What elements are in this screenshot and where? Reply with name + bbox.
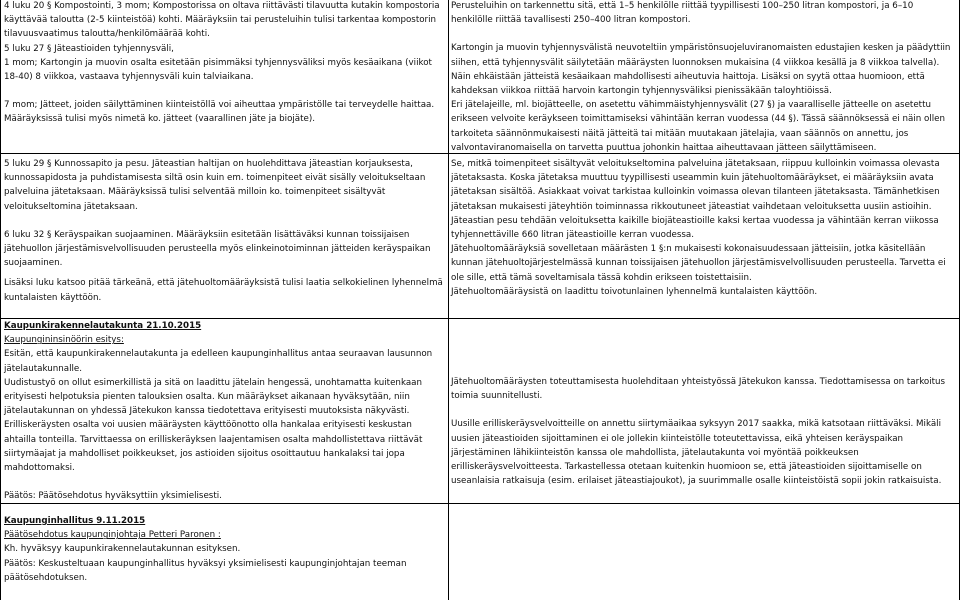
table-border-left xyxy=(0,0,1,600)
row4-subheading: Päätösehdotus kaupunginjohtaja Petteri Paronen : xyxy=(4,530,221,541)
row1-right-text-2: Kartongin ja muovin tyhjennysvälistä neuvoteltiin ympäristönsuojeluviranomaisten edustajien kesken ja päädyttiin siihen, että tyhjennysvälit säilytetään määräysten luonnoksen mukaisina (4 viikkoa kesällä ja 8 viikkoa talvella). Näin ehkäistään jätteistä kesäaikaan mahdollisesti aiheutuvia haittoja. Lisäksi on syytä ottaa huomioon, että kahdeksan viikkoa riittää harvoin kartongin tyhjennysväliksi pienissäkään taloyhtiöissä. xyxy=(451,43,951,97)
row2-right-text-2: Jätehuoltomääräyksiä sovelletaan määrästen 1 §:n mukaisesti kokonaisuudessaan jätteisiin, jotka käsitellään kunnan jätehuoltojärjestelmässä kunnan toissijaisen jätehuollon järjestämisvelvollisuuden perusteella. Tarvetta ei ole sille, että tämä soveltamisala tässä kohdin erikseen toistettaisiin. xyxy=(451,244,946,283)
row2-right-cell xyxy=(451,157,956,299)
row3-right-text-1: Jätehuoltomääräysten toteuttamisesta huolehditaan yhteistyössä Jätekukon kanssa. Tiedottamisessa on tarkoitus toimia suunnitellusti. xyxy=(451,377,946,402)
row3-left-text-3: Erilliskeräysten osalta voi uusien määräysten käyttöönotto olla hankalaa erityisesti keskustan ahtailla tonteilla. Tarvittaessa on erilliskeräyksen laajentamisen osalta mahdollistettava riittävät siirtymäajat ja mahdolliset poikkeukset, jos astioiden sijoitus osoittautuu hankalaksi tai jopa mahdottomaksi. xyxy=(4,420,423,474)
row2-left-text-2: 6 luku 32 § Keräyspaikan suojaaminen. Määräyksiin esitetään lisättäväksi kunnan toissijaisen jätehuollon järjestämisvelvollisuuden perusteella myös elinkeinotoiminnan jätteiden keräyspaikan suojaaminen. xyxy=(4,229,431,269)
row1-right-text-3: Eri jätelajeille, ml. biojätteelle, on asetettu vähimmäistyhjennysvälit (27 §) ja vaaralliselle jätteelle on asetettu erikseen velvoite keräykseen toimittamiseksi vähintään kerran vuodessa (44 §). Tässä säännöksessä ei näin ollen tarkoiteta säännönmukaisesti näitä jätteitä tai mitään muutakaan jätelajia, vaan säännös on annettu, jos valvontaviranomaisella on tarvetta puuttua johonkin haittaa aiheuttavaan jätteen säilyttämiseen. xyxy=(451,100,945,153)
row1-right-cell xyxy=(451,0,956,155)
row4-left-text-1: Kh. hyväksyy kaupunkirakennelautakunnan esityksen. xyxy=(4,544,241,555)
row2-right-text-3: Jätehuoltomääräysistä on laadittu toivotunlainen lyhennelmä kuntalaisten käyttöön. xyxy=(451,286,818,297)
row3-decision: Päätös: Päätösehdotus hyväksyttiin yksimielisesti. xyxy=(4,491,222,502)
row1-left-text-2: 5 luku 27 § Jäteastioiden tyhjennysväli, xyxy=(4,43,174,54)
row3-right-text-2: Uusille erilliskeräysvelvoitteille on annettu siirtymäaikaa syksyyn 2017 saakka, mikä katsotaan riittäväksi. Mikäli uusien jäteastioiden sijoittaminen ei ole jollekin kiinteistölle toteutettavissa, eikä yhteisen keräyspaikan järjestäminen lähikiinteistön kanssa ole mahdollista, jätelautakunta voi myöntää poikkeuksen erilliskeräysvelvoitteesta. Tarkastellessa otetaan kuitenkin huomioon se, että jäteastioiden sijoittamiselle on useanlaisia ratkaisuja (esim. erilaiset jäteastiajoukot), ja suurimmalle osalle kiinteistöistä sopii jokin ratkaisuista. xyxy=(451,419,942,487)
table-column-divider xyxy=(448,0,449,600)
row2-left-cell xyxy=(4,157,444,305)
row4-left-cell xyxy=(4,514,444,585)
row3-left-text-2: Uudistustyö on ollut esimerkillistä ja sitä on laadittu jätelain hengessä, unohtamatta kuitenkaan erityisesti helpotuksia pienten talouksien osalta. Kun määräykset aikanaan hyväksytään, niin jätelautakunnan on yhdessä Jätekukon kanssa tiedotettava erityisesti muutoksista näkyvästi. xyxy=(4,377,422,417)
row2-left-text-3: Lisäksi luku katsoo pitää tärkeänä, että jätehuoltomääräyksistä tulisi laatia selkokielinen lyhennelmä kuntalaisten käyttöön. xyxy=(4,278,443,303)
row3-heading: Kaupunkirakennelautakunta 21.10.2015 xyxy=(4,321,202,331)
row2-right-text-1: Se, mitkä toimenpiteet sisältyvät veloitukseltomina palveluina jätetaksaan, riippuu kulloinkin voimassa olevasta jätetaksasta. Koska jätetaksa muuttuu tyypillisesti useammin kuin jätehuoltomääräykset, ei määräyksiin avata jätetaksan sisältöä. Asiakkaat voivat tarkistaa kulloinkin voimassa olevan tilanteen jätetaksasta. Tämänhetkisen jätetaksan mukaisesti jäteyhtiön toiminnassa rikkoutuneet jäteastiat vaihdetaan veloituksetta uusiin astioihin. Jäteastian pesu tehdään veloituksetta kaikille biojäteastioille kaksi kertaa vuodessa ja vähintään kerran viikossa tyhjennettäville 660 litran jäteastioille kerran vuodessa. xyxy=(451,159,940,241)
row3-right-cell xyxy=(451,375,956,488)
row4-heading: Kaupunginhallitus 9.11.2015 xyxy=(4,516,146,526)
row3-left-cell xyxy=(4,319,444,503)
row1-left-text-4: 7 mom; Jätteet, joiden säilyttäminen kiinteistöllä voi aiheuttaa ympäristölle tai terveydelle haittaa. Määräyksissä tulisi myös nimetä ko. jätteet (vaarallinen jäte ja biojäte). xyxy=(4,100,435,125)
row3-left-text-1: Esitän, että kaupunkirakennelautakunta ja edelleen kaupunginhallitus antaa seuraavan lausunnon jätelautakunnalle. xyxy=(4,349,433,374)
row4-left-text-2: Päätös: Keskusteltuaan kaupunginhallitus hyväksyi yksimielisesti kaupunginjohtajan teeman päätösehdotuksen. xyxy=(4,558,407,583)
row1-left-text-3: 1 mom; Kartongin ja muovin osalta esitetään pisimmäksi tyhjennysväliksi myös kesäaikana (viikot 18-40) 8 viikkoa, vastaava tyhjennysväli kuin talviaikana. xyxy=(4,57,432,83)
row3-subheading: Kaupungininsinöörin esitys: xyxy=(4,335,124,346)
row1-right-text-1: Perusteluihin on tarkennettu sitä, että 1–5 henkilölle riittää tyypillisesti 100–250 litran kompostori, ja 6–10 henkilölle riittää tavallisesti 250–400 litran kompostori. xyxy=(451,1,914,26)
row1-left-cell xyxy=(4,0,444,127)
row2-left-text-1: 5 luku 29 § Kunnossapito ja pesu. Jäteastian haltijan on huolehdittava jäteastian korjauksesta, kunnossapidosta ja puhdistamisesta siltä osin kuin em. toimenpiteet eivät sisälly veloitukseltaan palveluina jätetaksaan. Määräyksissä tulisi selventää milloin ko. toimenpiteet sisältyvät veloitukseltomina jätetaksaan. xyxy=(4,159,426,212)
row1-left-text-1: 4 luku 20 § Kompostointi, 3 mom; Kompostorissa on oltava riittävästi tilavuutta kutakin kompostoria käyttävää taloutta (2-5 kiinteistöä) kohti. Määräyksiin tai perusteluihin tulisi tarkentaa kompostorin tilavuusvaatimus taloutta/henkilömäärää kohti. xyxy=(4,1,440,40)
